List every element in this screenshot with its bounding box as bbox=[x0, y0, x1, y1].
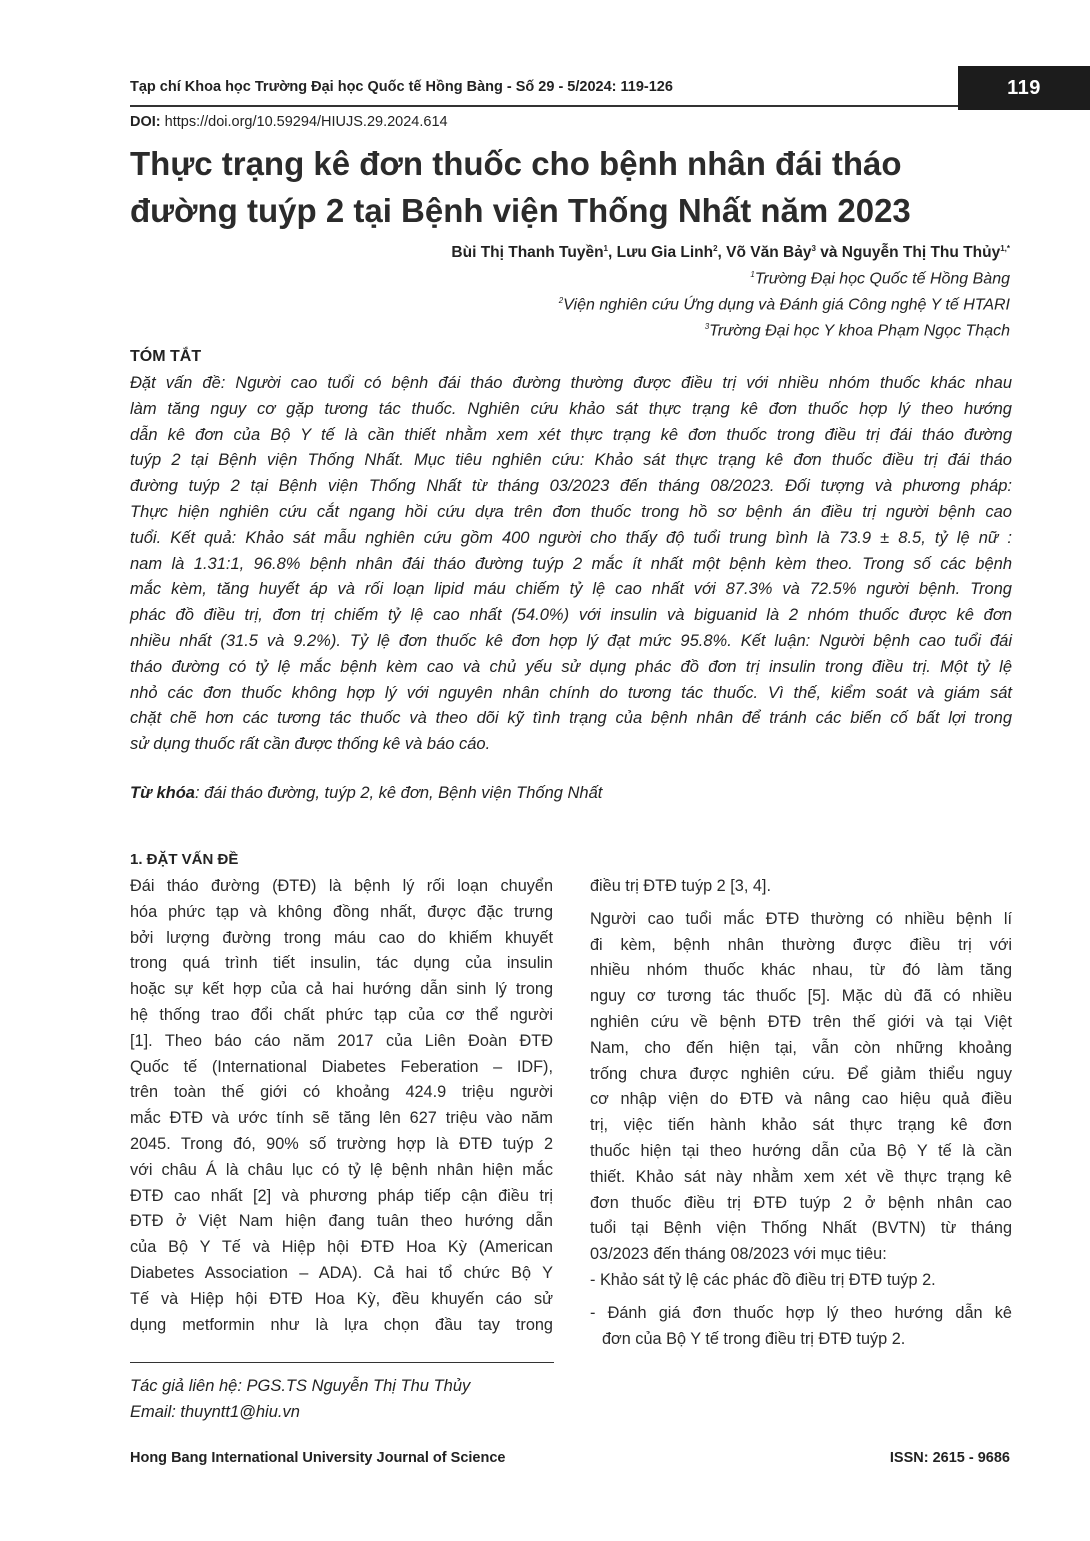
body-line: hoặc sự kết hợp của cả hai hướng dẫn sinh lý trong bbox=[130, 980, 553, 999]
bullet-line: đơn của Bộ Y tế trong điều trị ĐTĐ tuýp 2. bbox=[602, 1329, 906, 1348]
body-line: Nam, cho đến hiện tại, vẫn còn những khoảng bbox=[590, 1038, 1012, 1057]
affiliation-text: Trường Đại học Y khoa Phạm Ngọc Thạch bbox=[709, 322, 1010, 340]
contact-line: Tác giả liên hệ: PGS.TS Nguyễn Thị Thu Thủy bbox=[130, 1377, 471, 1395]
corresponding-author bbox=[130, 1373, 470, 1425]
author-sep: và bbox=[815, 244, 842, 262]
title-line-2: đường tuýp 2 tại Bệnh viện Thống Nhất năm 2023 bbox=[130, 192, 911, 229]
keywords-text: : đái tháo đường, tuýp 2, kê đơn, Bệnh viện Thống Nhất bbox=[194, 784, 603, 802]
footer-issn: ISSN: 2615 - 9686 bbox=[889, 1450, 1010, 1466]
abstract-line: làm tăng nguy cơ gặp tương tác thuốc. Nghiên cứu khảo sát thực trạng kê đơn thuốc hợp lý theo hướng bbox=[130, 399, 1012, 418]
body-line: trị, việc tiến hành khảo sát thực trạng kê đơn bbox=[590, 1116, 1012, 1135]
author-name: Võ Văn Bảy bbox=[726, 244, 812, 262]
body-line: trống chưa được nghiên cứu. Để giảm thiểu nguy bbox=[590, 1064, 1012, 1083]
body-line: mắc ĐTĐ và ước tính sẽ tăng lên 627 triệu vào năm bbox=[130, 1109, 553, 1128]
doi-label: DOI: bbox=[130, 114, 161, 130]
abstract-heading: TÓM TẮT bbox=[130, 348, 202, 365]
body-line: đơn thuốc điều trị ĐTĐ tuýp 2 ở bệnh nhân cao bbox=[590, 1193, 1012, 1212]
body-line: Người cao tuổi mắc ĐTĐ thường có nhiều bệnh lí bbox=[590, 909, 1012, 928]
affiliation-sup: 1 bbox=[750, 270, 755, 279]
journal-header: Tạp chí Khoa học Trường Đại học Quốc tế Hồng Bàng - Số 29 - 5/2024: 119-126 bbox=[130, 79, 673, 95]
body-line: cơ nhập viện do ĐTĐ và nâng cao hiệu quả điều bbox=[590, 1090, 1012, 1109]
body-line: 2045. Trong đó, 90% số trường hợp là ĐTĐ tuýp 2 bbox=[130, 1134, 553, 1153]
page-number: 119 bbox=[958, 66, 1090, 110]
abstract-line: mắc kèm, tăng huyết áp và rối loạn lipid máu chiếm tỷ lệ cao nhất với 87.3% và 72.5% người bệnh. Trong bbox=[130, 580, 1012, 599]
body-line: ĐTĐ ở Việt Nam hiện đang tuân theo hướng dẫn bbox=[130, 1212, 553, 1231]
body-line: của Bộ Y Tế và Hiệp hội ĐTĐ Hoa Kỳ (American bbox=[130, 1238, 553, 1257]
section-heading: 1. ĐẶT VẤN ĐỀ bbox=[130, 851, 239, 868]
author-sep: , bbox=[608, 244, 617, 262]
affiliation-text: Viện nghiên cứu Ứng dụng và Đánh giá Công nghệ Y tế HTARI bbox=[563, 296, 1010, 314]
abstract-line: Đặt vấn đề: Người cao tuổi có bệnh đái tháo đường thường được điều trị với nhiều nhóm thuốc khác nhau bbox=[130, 374, 1012, 392]
email-line: Email: thuyntt1@hiu.vn bbox=[130, 1403, 300, 1421]
body-line: [1]. Theo báo cáo năm 2017 của Liên Đoàn ĐTĐ bbox=[130, 1031, 553, 1050]
abstract-line: đường tuýp 2 tại Bệnh viện Thống Nhất từ tháng 03/2023 đến tháng 08/2023. Đối tượng và phương pháp: bbox=[130, 477, 1012, 496]
body-line: Đái tháo đường (ĐTĐ) là bệnh lý rối loạn chuyển bbox=[130, 877, 553, 895]
body-line: tuổi tại Bệnh viện Thống Nhất (BVTN) từ tháng bbox=[590, 1219, 1012, 1238]
abstract-line: chặt chẽ hơn các tương tác thuốc và theo dõi kỹ tình trạng của bệnh nhân để tránh các biến cố bất lợi trong bbox=[130, 709, 1012, 728]
paragraph-gap bbox=[590, 1294, 1012, 1301]
body-line: bởi lượng đường trong máu cao do khiếm khuyết bbox=[130, 928, 553, 947]
abstract-line: sử dụng thuốc rất cần được thống kê và báo cáo. bbox=[130, 735, 491, 754]
body-line: với châu Á là châu lục có tỷ lệ bệnh nhân hiện mắc bbox=[130, 1160, 553, 1179]
affiliation-3 bbox=[705, 322, 1010, 340]
footnote-divider bbox=[130, 1362, 554, 1363]
author-sup: 1,* bbox=[1000, 244, 1010, 253]
header-divider bbox=[130, 105, 958, 107]
doi-link[interactable]: https://doi.org/10.59294/HIUJS.29.2024.614 bbox=[164, 114, 448, 130]
body-line: Quốc tế (International Diabetes Feberation – IDF), bbox=[130, 1057, 553, 1076]
right-column bbox=[590, 874, 1012, 1352]
author-sup: 1 bbox=[603, 244, 608, 253]
body-line: 03/2023 đến tháng 08/2023 với mục tiêu: bbox=[590, 1245, 887, 1264]
author-name: Bùi Thị Thanh Tuyền bbox=[451, 244, 604, 262]
abstract-line: nam là 1.31:1, 96.8% bệnh nhân đái tháo đường tuýp 2 mắc ít nhất một bệnh kèm theo. Trong số các bệnh bbox=[130, 554, 1012, 573]
bullet-line: - Đánh giá đơn thuốc hợp lý theo hướng dẫn kê bbox=[590, 1303, 1012, 1322]
body-line: Tế và Hiệp hội ĐTĐ Hoa Kỳ, đều khuyến cáo sử bbox=[130, 1289, 553, 1308]
body-line: Diabetes Association – ADA). Cả hai tổ chức Bộ Y bbox=[130, 1263, 553, 1282]
doi-line bbox=[130, 114, 448, 130]
body-line: điều trị ĐTĐ tuýp 2 [3, 4]. bbox=[590, 877, 771, 895]
bullet-line: - Khảo sát tỷ lệ các phác đồ điều trị ĐTĐ tuýp 2. bbox=[590, 1270, 936, 1289]
body-line: thiết. Khảo sát này nhằm xem xét về thực trạng kê bbox=[590, 1167, 1012, 1186]
body-line: trong quá trình tiết insulin, tác dụng của insulin bbox=[130, 954, 553, 973]
abstract-line: nhiều nhất (31.5 và 9.2%). Tỷ lệ đơn thuốc kê đơn hợp lý đạt mức 95.8%. Kết luận: Người bệnh cao tuổi đái bbox=[130, 631, 1012, 650]
keywords bbox=[130, 784, 602, 803]
abstract-line: tuổi. Kết quả: Khảo sát mẫu nghiên cứu gồm 400 người cho thấy độ tuổi trung bình là 73.9 ± 8.5, tỷ lệ nữ : bbox=[130, 528, 1012, 547]
paragraph-gap bbox=[590, 900, 1012, 907]
title-line-1: Thực trạng kê đơn thuốc cho bệnh nhân đái tháo bbox=[130, 145, 902, 182]
abstract-line: nhỏ các đơn thuốc không hợp lý với nguyên nhân chính do tương tác thuốc. Vì thế, kiểm soát và giám sát bbox=[130, 683, 1012, 702]
affiliation-1 bbox=[750, 270, 1010, 288]
left-column bbox=[130, 874, 553, 1338]
body-line: đi kèm, bệnh nhân thường được điều trị với bbox=[590, 935, 1012, 954]
author-name: Lưu Gia Linh bbox=[616, 244, 714, 262]
author-list bbox=[451, 244, 1010, 262]
abstract-line: phác đồ điều trị, đơn trị chiếm tỷ lệ cao nhất (54.0%) với insulin và biguanid là 2 nhóm thuốc được kê đơn bbox=[130, 606, 1012, 625]
body-line: nguy cơ tương tác thuốc [5]. Mặc dù đã có nhiều bbox=[590, 987, 1012, 1006]
author-sup: 2 bbox=[713, 244, 718, 253]
affiliation-sup: 3 bbox=[704, 322, 710, 331]
body-line: hóa phức tạp và không đồng nhất, được đặc trưng bbox=[130, 902, 553, 921]
body-line: hệ thống trao đổi chất phức tạp của cơ thể người bbox=[130, 1005, 553, 1024]
footer-journal: Hong Bang International University Journal of Science bbox=[130, 1450, 506, 1466]
author-sup: 3 bbox=[811, 244, 816, 253]
affiliation-2 bbox=[559, 296, 1010, 314]
body-line: thuốc hiện tại theo hướng dẫn của Bộ Y tế là cần bbox=[590, 1141, 1012, 1160]
body-line: trên toàn thế giới có khoảng 424.9 triệu người bbox=[130, 1083, 553, 1102]
body-line: nhiều nhóm thuốc khác nhau, từ đó làm tăng bbox=[590, 961, 1012, 980]
affiliation-text: Trường Đại học Quốc tế Hồng Bàng bbox=[754, 270, 1010, 288]
body-line: dụng metformin như là lựa chọn đầu tay trong bbox=[130, 1315, 553, 1334]
abstract-line: dẫn kê đơn của Bộ Y tế là cần thiết nhằm xem xét thực trạng kê đơn thuốc trong điều trị đái tháo đường bbox=[130, 425, 1012, 444]
affiliation-sup: 2 bbox=[558, 296, 564, 305]
body-line: ĐTĐ cao nhất [2] và phương pháp tiếp cận điều trị bbox=[130, 1186, 553, 1205]
keywords-label: Từ khóa bbox=[130, 784, 195, 802]
author-sep: , bbox=[717, 244, 727, 262]
article-title bbox=[130, 140, 1010, 234]
author-name: Nguyễn Thị Thu Thủy bbox=[841, 244, 1001, 262]
abstract-line: tuýp 2 tại Bệnh viện Thống Nhất. Mục tiêu nghiên cứu: Khảo sát thực trạng kê đơn thuốc điều trị đái tháo bbox=[130, 451, 1012, 470]
abstract-line: Thực hiện nghiên cứu cắt ngang hồi cứu dựa trên đơn thuốc trong hồ sơ bệnh án điều trị người bệnh cao bbox=[130, 502, 1012, 521]
abstract-body bbox=[130, 371, 1012, 758]
abstract-line: tháo đường có tỷ lệ mắc bệnh kèm cao và chủ yếu sử dụng phác đồ đơn trị insulin trong điều trị. Một tỷ lệ bbox=[130, 657, 1012, 676]
body-line: nghiên cứu về bệnh ĐTĐ trên thế giới và tại Việt bbox=[590, 1012, 1012, 1031]
